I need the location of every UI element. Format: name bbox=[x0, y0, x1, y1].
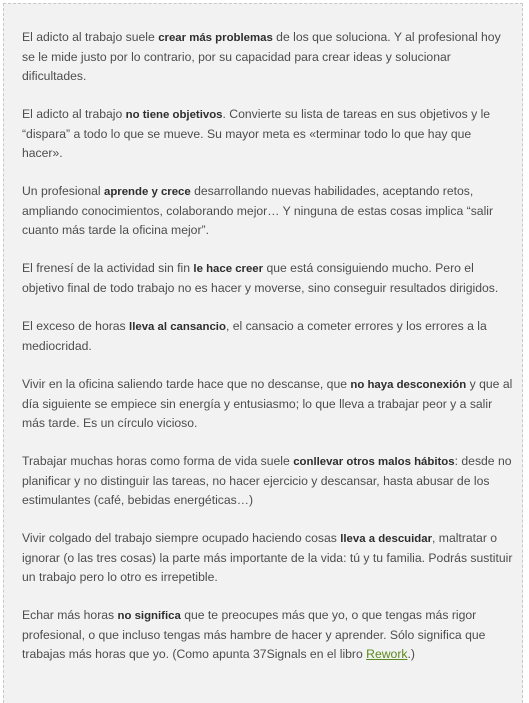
paragraph-9-text-end: .) bbox=[407, 647, 415, 661]
paragraph-5 bbox=[22, 317, 514, 356]
paragraph-9-text: Echar más horas bbox=[22, 608, 118, 622]
paragraph-5-highlight: lleva al cansancio bbox=[129, 321, 226, 333]
paragraph-1-highlight: crear más problemas bbox=[158, 32, 273, 44]
paragraph-2 bbox=[22, 105, 514, 163]
paragraph-7-text: Trabajar muchas horas como forma de vida suele bbox=[22, 454, 294, 468]
paragraph-6-text-end: y que al día siguiente se empiece sin energía y entusiasmo; lo que lleva a trabajar peor y a salir más tarde. Es un círculo vicioso. bbox=[22, 377, 513, 430]
paragraph-8 bbox=[22, 529, 514, 587]
paragraph-5-text: El exceso de horas bbox=[22, 319, 130, 333]
paragraph-4-text: El frenesí de la actividad sin fin bbox=[22, 261, 194, 275]
paragraph-9 bbox=[22, 606, 514, 664]
paragraph-6 bbox=[22, 375, 514, 433]
paragraph-3-text: Un profesional bbox=[22, 184, 104, 198]
paragraph-3-highlight: aprende y crece bbox=[103, 186, 191, 198]
paragraph-7 bbox=[22, 452, 514, 510]
article-body bbox=[22, 28, 514, 683]
paragraph-6-text: Vivir en la oficina saliendo tarde hace que no descanse, que bbox=[22, 377, 351, 391]
paragraph-8-text-end: , maltratar o ignorar (o las tres cosas) la parte más importante de la vida: tú y tu familia. Podrás sustituir un trabajo pero lo otro es irrepetible. bbox=[22, 531, 513, 584]
paragraph-2-text: El adicto al trabajo bbox=[22, 107, 126, 121]
paragraph-1-text-end: de los que soluciona. Y al profesional hoy se le mide justo por lo contrario, por su capacidad para crear ideas y solucionar dificultades. bbox=[22, 30, 501, 83]
paragraph-4 bbox=[22, 259, 514, 298]
paragraph-7-highlight: conllevar otros malos hábitos bbox=[293, 456, 455, 468]
paragraph-9-text-mid: que te preocupes más que yo, o que tengas más rigor profesional, o que incluso tengas más hambre de hacer y aprender. Sólo significa que trabajas más horas que yo. (Como apunta 37Signals en el libro bbox=[22, 608, 486, 661]
paragraph-9-highlight: no significa bbox=[117, 610, 181, 622]
paragraph-7-text-end: : desde no planificar y no distinguir las tareas, no hacer ejercicio y descansar, hasta abusar de los estimulantes (café, bebidas energéticas…) bbox=[22, 454, 512, 507]
paragraph-3-text-end: desarrollando nuevas habilidades, aceptando retos, ampliando conocimientos, colaborando mejor… Y ninguna de estas cosas implica “salir cuanto más tarde la oficina mejor”. bbox=[22, 184, 494, 237]
paragraph-2-text-end: . Convierte su lista de tareas en sus objetivos y le “dispara” a todo lo que se mueve. Su mayor meta es «terminar todo lo que hay que hacer». bbox=[22, 107, 491, 160]
paragraph-5-text-end: , el cansacio a cometer errores y los errores a la mediocridad. bbox=[22, 319, 487, 353]
paragraph-3 bbox=[22, 182, 514, 240]
paragraph-4-highlight: le hace creer bbox=[193, 263, 264, 275]
paragraph-8-text: Vivir colgado del trabajo siempre ocupado haciendo cosas bbox=[22, 531, 341, 545]
paragraph-4-text-end: que está consiguiendo mucho. Pero el objetivo final de todo trabajo no es hacer y moverse, sino conseguir resultados dirigidos. bbox=[22, 261, 499, 295]
paragraph-1-text: El adicto al trabajo suele bbox=[22, 30, 159, 44]
rework-link[interactable]: Rework bbox=[366, 647, 408, 661]
article-panel bbox=[3, 3, 523, 703]
paragraph-1 bbox=[22, 28, 514, 86]
paragraph-8-highlight: lleva a descuidar bbox=[340, 533, 433, 545]
paragraph-6-highlight: no haya desconexión bbox=[350, 379, 467, 391]
paragraph-2-highlight: no tiene objetivos bbox=[125, 109, 223, 121]
